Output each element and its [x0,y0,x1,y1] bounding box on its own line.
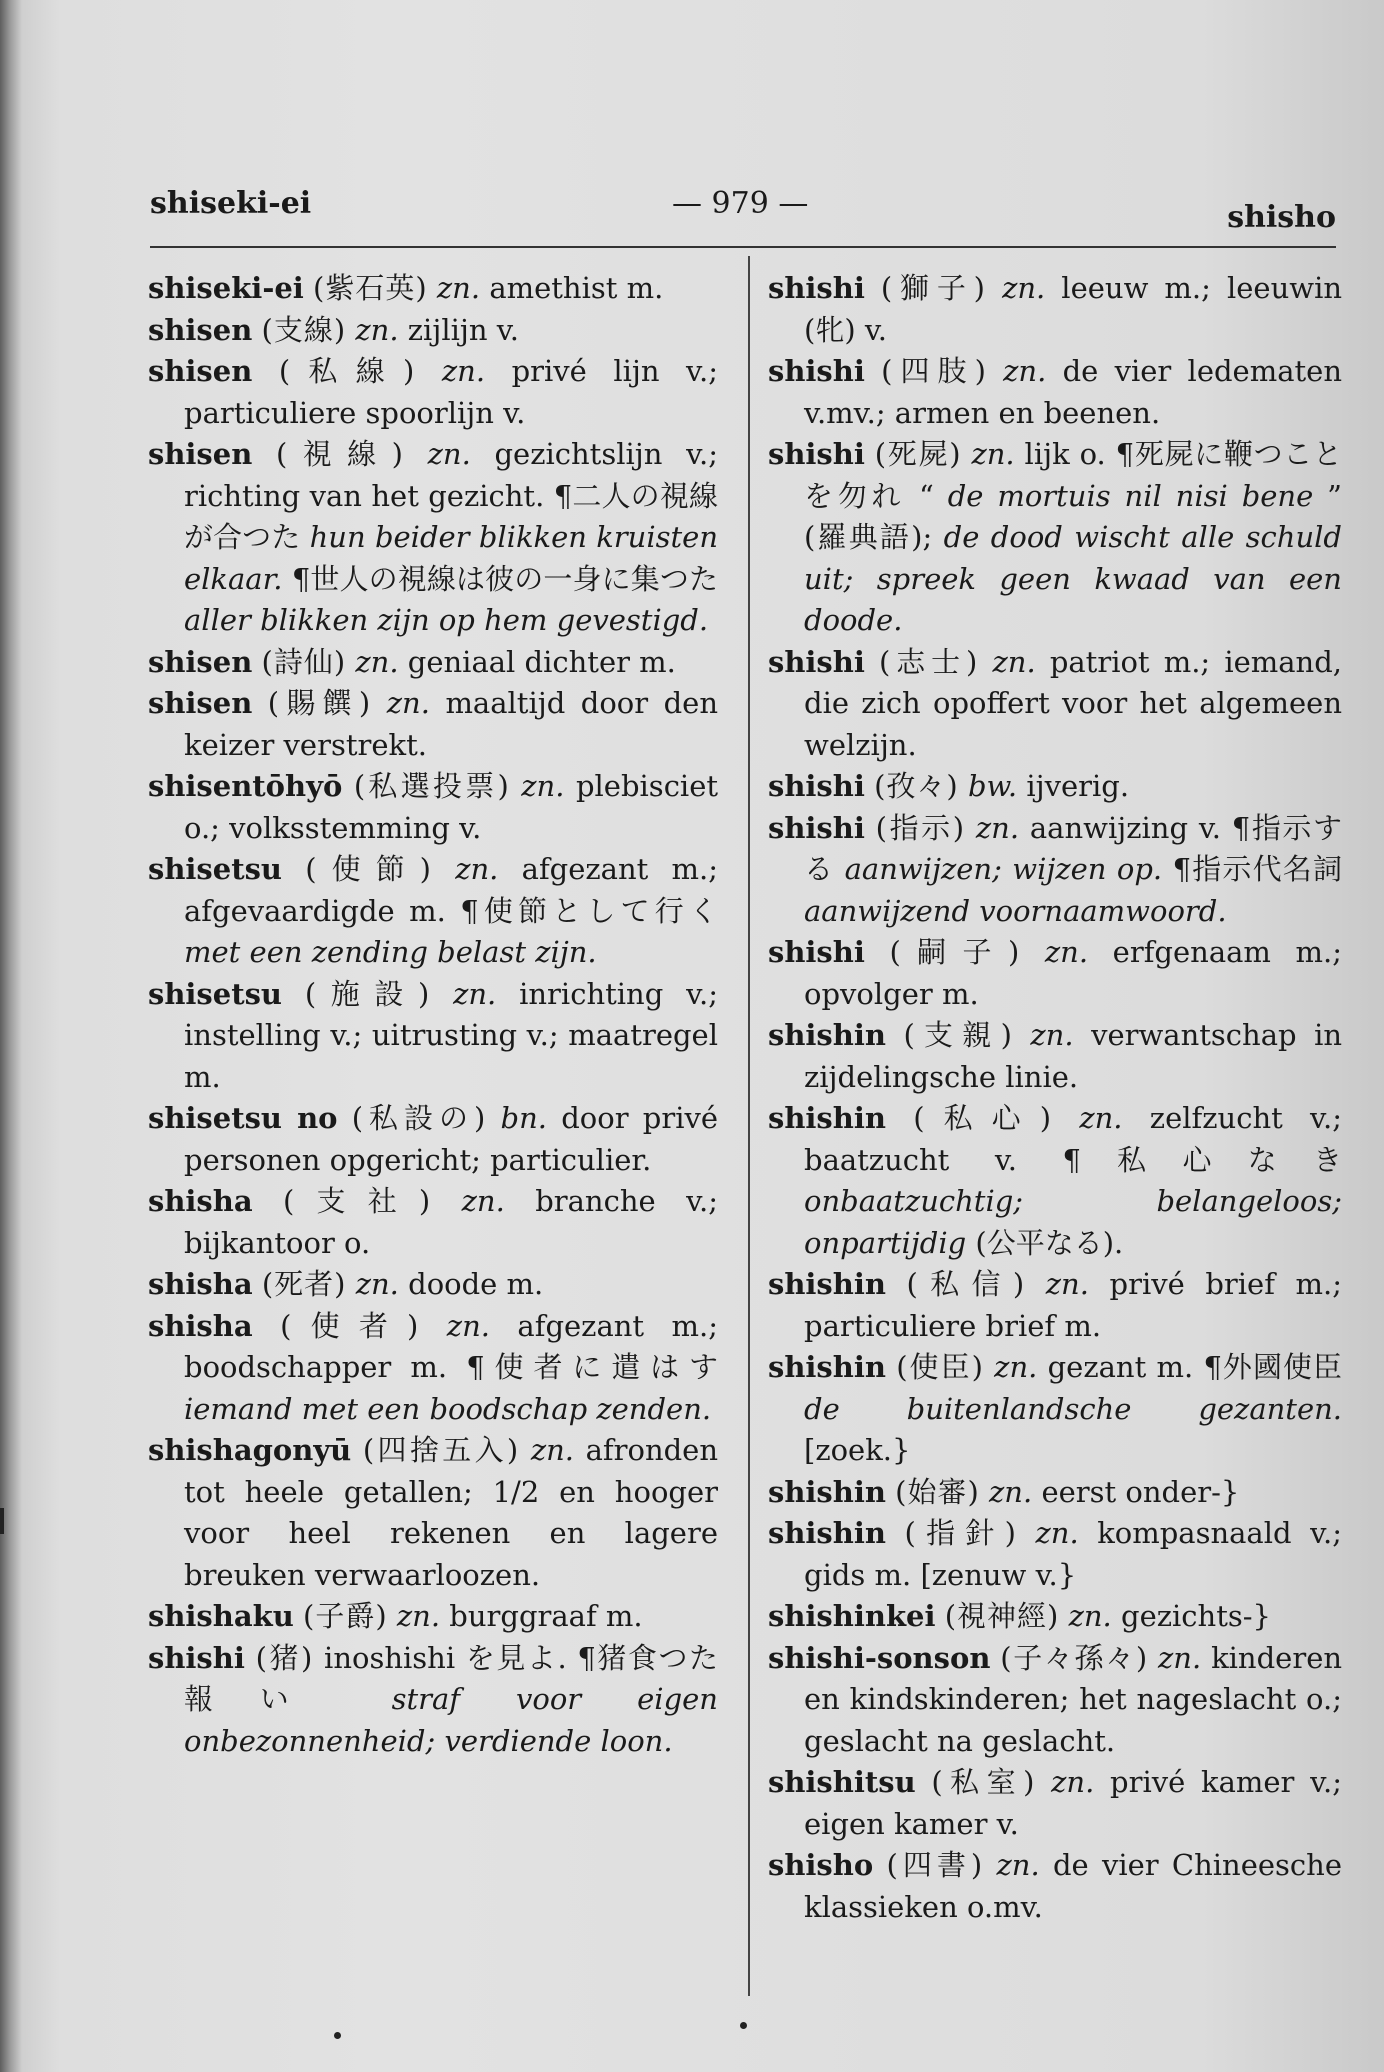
part-of-speech: zn. [441,354,486,388]
headword: shishin [768,1474,886,1509]
definition: gezichts-} [1121,1599,1271,1633]
part-of-speech: zn. [1003,354,1047,388]
part-of-speech: zn. [1158,1640,1202,1675]
kanji-form: (私室) [931,1765,1036,1799]
definition-continued: ¶世人の視線は彼の一身に集つた [291,561,719,596]
page-dot [334,2032,341,2039]
kanji-form: (私心) [913,1101,1053,1135]
kanji-form: (四捨五入) [362,1433,520,1467]
definition: afronden tot heele getallen; 1/2 en hooger voor heel rekenen en lagere breuken verwaarloozen. [184,1433,719,1592]
definition: leeuw m.; leeuwin (牝) v. [804,271,1343,347]
dictionary-entry [148,1098,718,1181]
kanji-form: (志士) [879,644,979,679]
dictionary-entry [768,766,1342,808]
headword: shishitsu [768,1765,916,1799]
definition: privé brief m.; particuliere brief m. [804,1267,1343,1343]
part-of-speech: zn. [453,976,497,1011]
dictionary-entry [148,849,718,974]
headword: shisen [148,354,253,388]
kanji-form: (使節) [305,852,432,886]
definition: gezichtslijn v.; richting van het gezicht. ¶二人の視線が合つた [184,437,719,554]
example-translation: straf voor eigen onbezonnenheid; verdiende loon. [184,1682,718,1758]
part-of-speech: zn. [975,810,1020,845]
definition-continued: ¶指示代名詞 [1172,852,1342,886]
definition: zijlijn v. [407,312,519,347]
definition: afgezant m.; afgevaardigde m. ¶使節として行く [184,852,719,928]
definition: zelfzucht v.; baatzucht v. ¶私心なき [804,1101,1342,1177]
kanji-form: (獅子) [880,271,987,305]
headword: shishinkei [768,1599,936,1633]
kanji-form: (施設) [304,976,431,1011]
dictionary-entry [768,1596,1342,1638]
definition: de vier ledematen v.mv.; armen en beenen. [804,354,1342,430]
part-of-speech: zn. [446,1308,490,1343]
part-of-speech: zn. [1079,1101,1123,1135]
part-of-speech: zn. [1035,1516,1079,1550]
kanji-form: (私線) [278,354,416,388]
example-translation: aanwijzen; wijzen op. [844,852,1163,886]
headword: shisha [148,1184,253,1218]
running-head [150,186,1336,235]
kanji-form: (四書) [886,1848,984,1882]
kanji-form: (指針) [904,1516,1017,1550]
part-of-speech: zn. [386,686,430,720]
part-of-speech: zn. [992,644,1036,679]
definition: eerst onder-} [1041,1474,1240,1509]
definition: inrichting v.; instelling v.; uitrusting v.; maatregel m. [184,976,719,1094]
dictionary-entry [768,268,1342,351]
page-dot [740,2022,747,2029]
page-number: — 979 — [672,186,809,221]
definition: erfgenaam m.; opvolger m. [804,935,1343,1011]
headword: shisetsu [148,852,283,886]
headword: shishi [768,644,865,679]
definition: lijk o. ¶死屍に鞭つことを勿れ “ [804,437,1343,513]
dictionary-entry [148,310,718,352]
kanji-form: (視線) [275,437,404,471]
dictionary-entry [768,434,1342,642]
dictionary-entry [148,1638,718,1763]
kanji-form: (使臣) [896,1350,984,1384]
headword: shishi [148,1640,245,1675]
part-of-speech: zn. [1068,1599,1112,1633]
headword: shisen [148,686,253,720]
example-translation: aanwijzend voornaamwoord. [804,893,1227,928]
example-translation: de buitenlandsche gezanten. [804,1391,1342,1426]
kanji-form: (四肢) [881,354,987,388]
definition: inoshishi を見よ. ¶猪食つた報い [184,1640,718,1716]
example-translation: onbaatzuchtig; belangeloos; onpartijdig [804,1184,1342,1260]
dictionary-entry [768,1015,1342,1098]
definition: branche v.; bijkantoor o. [184,1184,719,1260]
dictionary-entry [148,1430,718,1596]
part-of-speech: zn. [436,271,481,305]
definition: ijverig. [1026,769,1130,803]
headword: shisen [148,312,253,347]
part-of-speech: zn. [994,1350,1038,1384]
dictionary-entry [768,1845,1342,1928]
definition: maaltijd door den keizer verstrekt. [184,686,719,762]
definition: privé kamer v.; eigen kamer v. [804,1765,1343,1841]
dictionary-entry [768,808,1342,933]
dictionary-entry [148,683,718,766]
kanji-form: (賜饌) [267,686,372,720]
kanji-form: (孜々) [874,769,959,803]
kanji-form: (視神經) [944,1599,1060,1633]
dictionary-entry [148,1181,718,1264]
kanji-form: (支親) [903,1018,1013,1052]
definition: doode m. [408,1267,544,1301]
kanji-form: (紫石英) [313,271,428,305]
kanji-form: (始審) [895,1474,980,1509]
part-of-speech: zn. [355,644,399,679]
definition: geniaal dichter m. [407,644,676,679]
definition: kompasnaald v.; gids m. [zenuw v.} [804,1516,1343,1592]
dictionary-entry [148,1306,718,1431]
part-of-speech: bw. [967,769,1018,803]
dictionary-entry [148,351,718,434]
headword: shishin [768,1350,886,1384]
example-translation: de dood wischt alle schuld uit; spreek geen kwaad van een doode. [804,520,1342,637]
part-of-speech: zn. [1030,1018,1074,1052]
headword: shishin [768,1018,886,1052]
kanji-form: (子爵) [303,1599,388,1633]
headword: shishaku [148,1599,294,1633]
dictionary-entry [148,1264,718,1306]
headword: shishin [768,1516,886,1550]
kanji-form: (私選投票) [353,769,510,803]
part-of-speech: bn. [500,1101,548,1135]
example-translation: aller blikken zijn op hem gevestigd. [184,603,709,637]
definition: verwantschap in zijdelingsche linie. [804,1018,1343,1094]
part-of-speech: zn. [355,1267,399,1301]
headword: shishagonyū [148,1433,352,1467]
kanji-form: (指示) [875,810,966,845]
dictionary-entry [148,434,718,642]
dictionary-entry [148,268,718,310]
kanji-form: (使者) [280,1308,420,1343]
dictionary-entry [768,1638,1342,1763]
headword: shishi [768,769,865,803]
headword: shisetsu no [148,1101,338,1135]
definition: kinderen en kindskinderen; het nageslacht o.; geslacht na geslacht. [804,1640,1343,1758]
dictionary-entry [768,1347,1342,1472]
headword: shisetsu [148,976,283,1011]
definition-continued: ” (羅典語); [804,478,1342,554]
dictionary-entry [768,1762,1342,1845]
definition: door privé personen opgericht; particulier. [184,1101,719,1177]
part-of-speech: zn. [461,1184,505,1218]
definition: patriot m.; iemand, die zich opoffert voor het algemeen welzijn. [804,644,1343,762]
part-of-speech: zn. [455,852,499,886]
kanji-form: (嗣子) [889,935,1021,969]
part-of-speech: zn. [971,437,1015,471]
dictionary-entry [148,766,718,849]
headword: shisha [148,1267,253,1301]
dictionary-entry [768,642,1342,767]
kanji-form: (支線) [261,312,347,347]
definition: privé lijn v.; particuliere spoorlijn v. [184,354,718,430]
kanji-form: (詩仙) [261,644,347,679]
dictionary-entry [768,1472,1342,1514]
headword: shisha [148,1308,253,1343]
kanji-form: (死者) [261,1267,347,1301]
column-divider [748,256,750,1996]
example-translation: hun beider blikken kruisten elkaar. [184,520,718,596]
part-of-speech: zn. [1002,271,1046,305]
part-of-speech: zn. [1051,1765,1095,1799]
definition: gezant m. ¶外國使臣 [1047,1350,1343,1384]
headword: shishi [768,810,865,845]
dictionary-entry [768,932,1342,1015]
dictionary-entry [148,642,718,684]
dictionary-entry [768,351,1342,434]
kanji-form: (支社) [283,1184,432,1218]
binding-mark [0,1508,4,1534]
definition-continued: (公平なる). [975,1225,1124,1260]
dictionary-entry [768,1098,1342,1264]
example-translation: iemand met een boodschap zenden. [184,1391,712,1426]
definition: plebisciet o.; volksstemming v. [184,769,719,845]
headword: shishi [768,437,865,471]
right-column [768,268,1342,1928]
headword: shishi [768,354,865,388]
part-of-speech: zn. [355,312,399,347]
headword: shishin [768,1267,886,1301]
part-of-speech: zn. [427,437,471,471]
header-rule [150,246,1336,248]
part-of-speech: zn. [1045,1267,1089,1301]
definition: amethist m. [489,271,664,305]
headword: shishin [768,1101,886,1135]
header-last-word: shisho [1227,200,1336,235]
headword: shisentōhyō [148,769,343,803]
definition: afgezant m.; boodschapper m. ¶使者に遣はす [184,1308,718,1384]
definition-continued: [zoek.} [804,1433,911,1467]
header-first-word: shiseki-ei [150,186,312,221]
headword: shishi [768,935,865,969]
kanji-form: (猪) [255,1640,314,1675]
headword: shisen [148,644,253,679]
left-column [148,268,718,1762]
headword: shisen [148,437,253,471]
dictionary-entry [148,1596,718,1638]
dictionary-entry [148,974,718,1099]
part-of-speech: zn. [521,769,565,803]
kanji-form: (私設の) [351,1101,487,1135]
part-of-speech: zn. [996,1848,1040,1882]
part-of-speech: zn. [989,1474,1033,1509]
kanji-form: (死屍) [874,437,962,471]
kanji-form: (子々孫々) [1000,1640,1149,1675]
kanji-form: (私信) [906,1267,1026,1301]
dictionary-entry [768,1513,1342,1596]
example-translation: met een zending belast zijn. [184,935,597,969]
definition: aanwijzing v. ¶指示する [804,810,1342,886]
dictionary-entry [768,1264,1342,1347]
definition: burggraaf m. [449,1599,643,1633]
headword: shiseki-ei [148,271,304,305]
example-translation: de mortuis nil nisi bene [947,478,1314,513]
part-of-speech: zn. [1044,935,1089,969]
part-of-speech: zn. [530,1433,575,1467]
part-of-speech: zn. [396,1599,441,1633]
headword: shishi-sonson [768,1640,991,1675]
headword: shisho [768,1848,874,1882]
headword: shishi [768,271,865,305]
definition: de vier Chineesche klassieken o.mv. [804,1848,1342,1924]
